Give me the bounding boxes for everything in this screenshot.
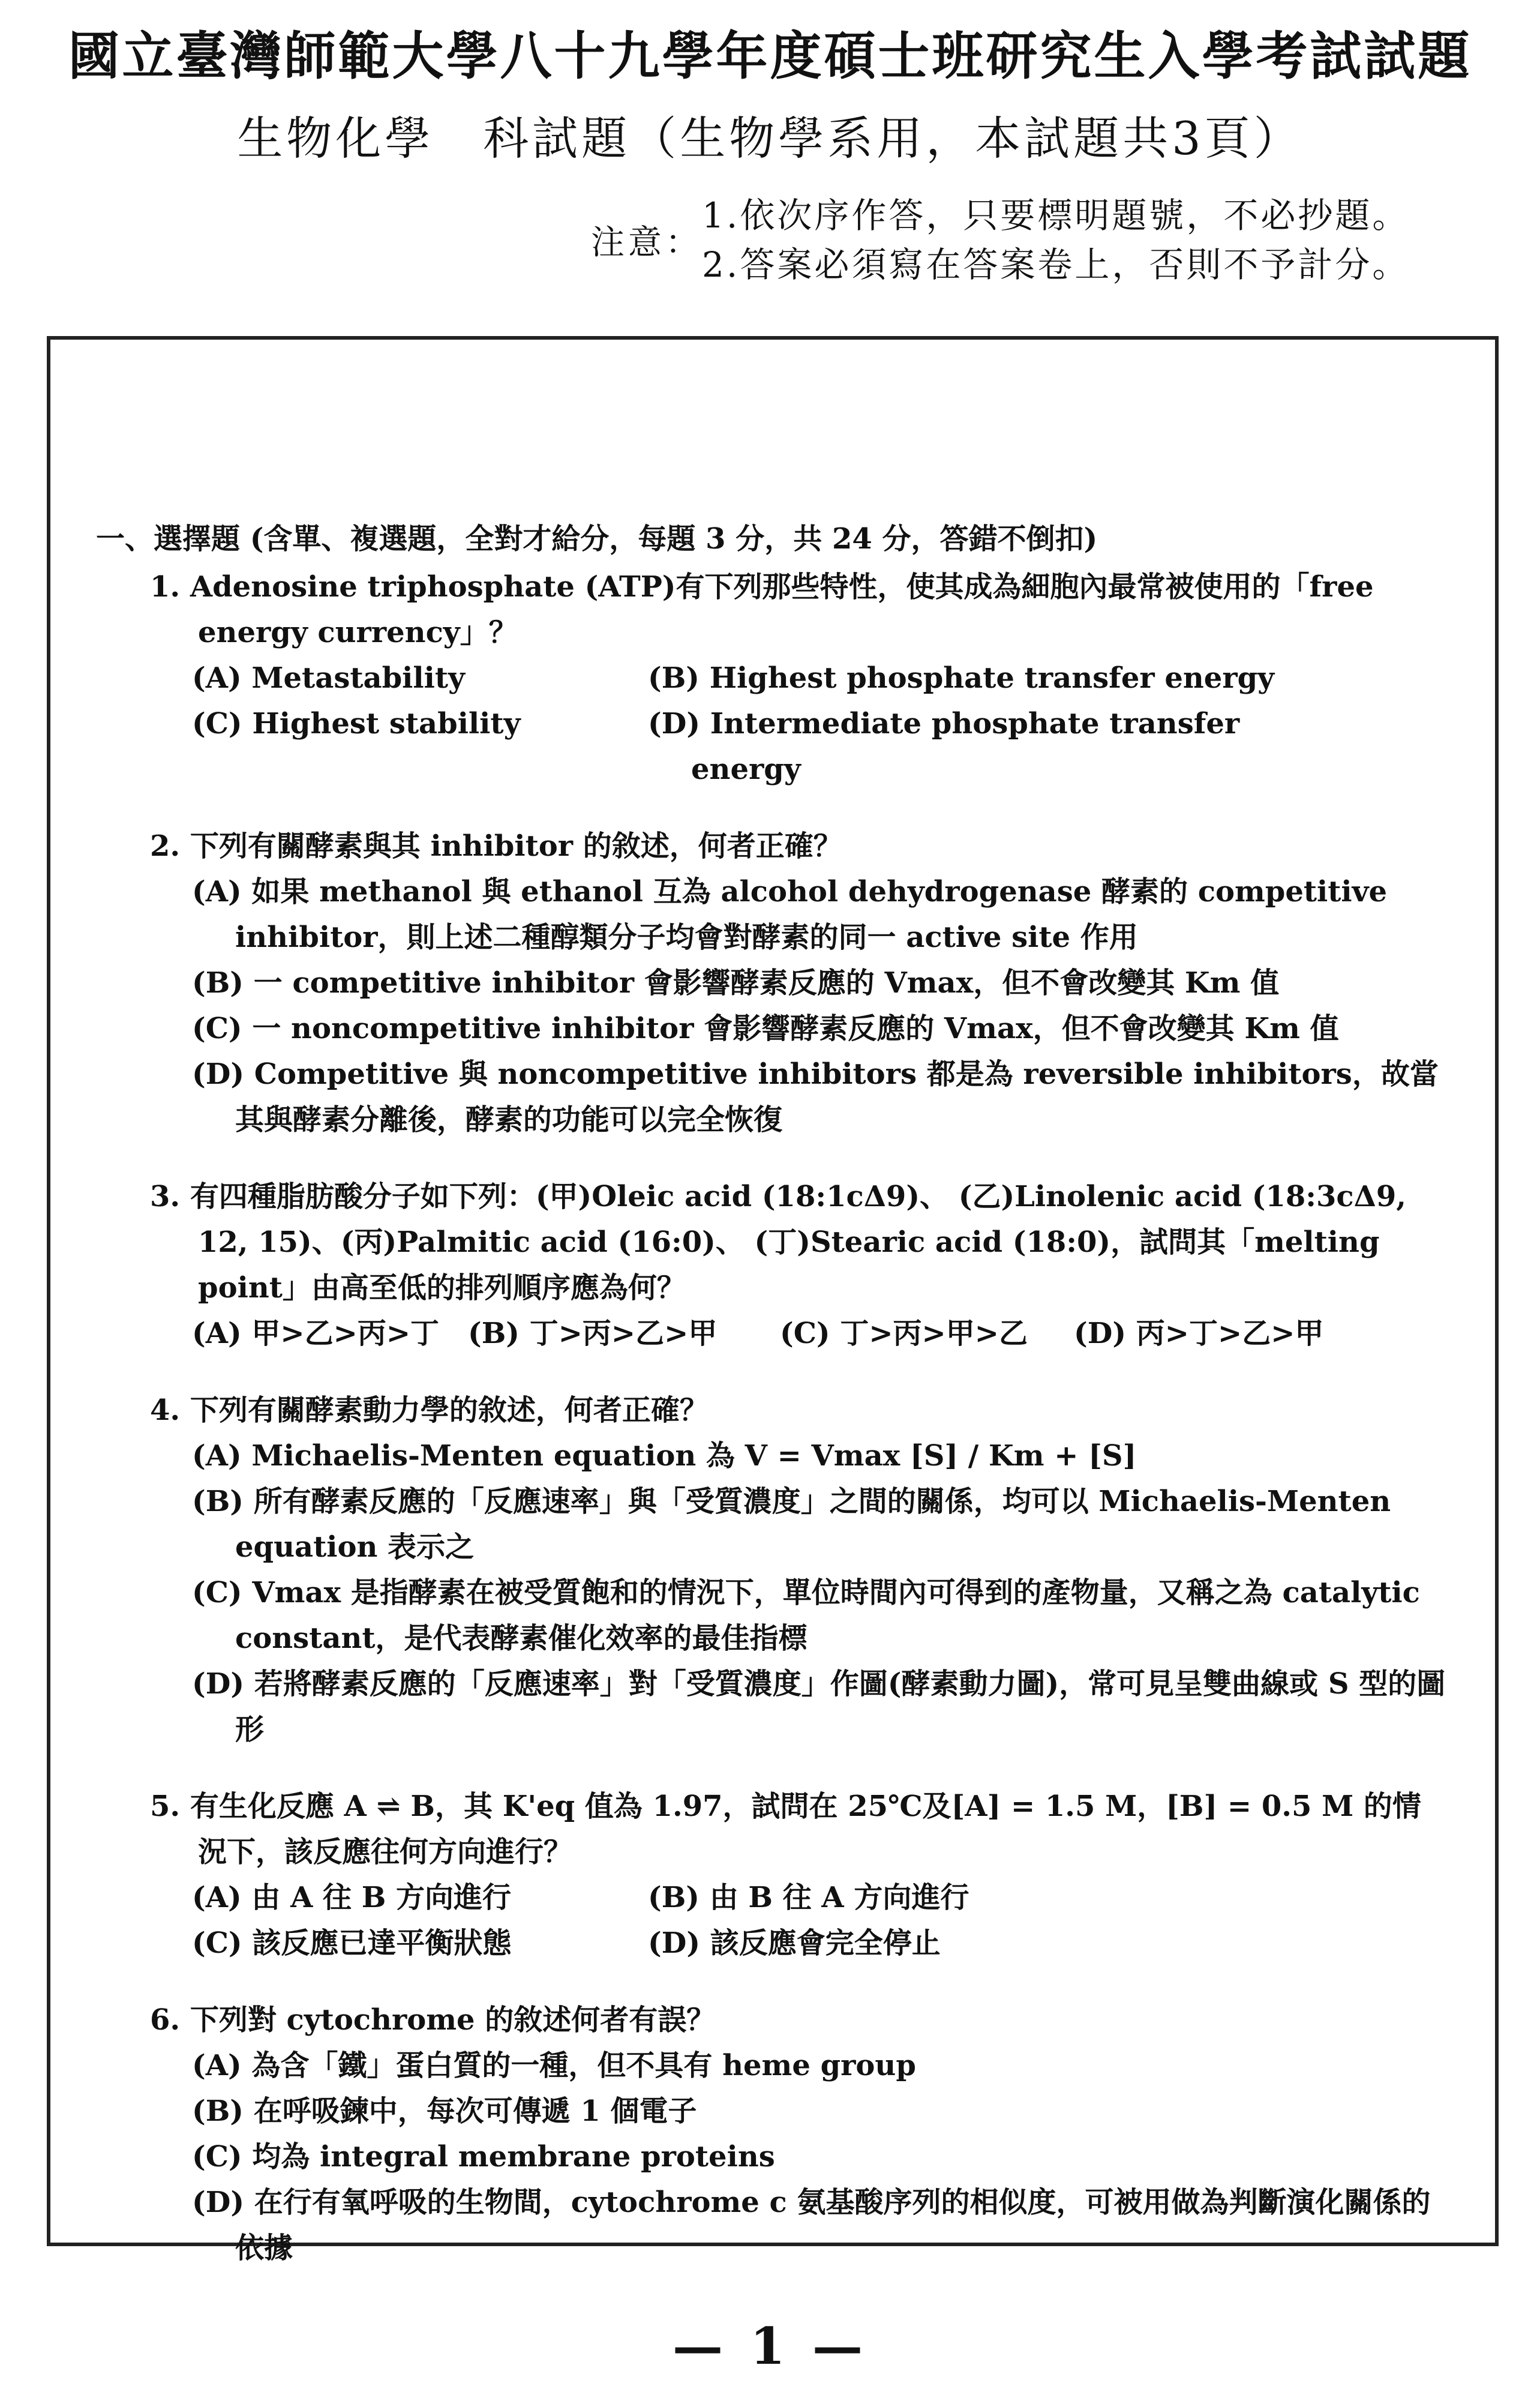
question-stem: 3. 有四種脂肪酸分子如下列：(甲)Oleic acid (18:1cΔ9)、 (乙)Linolenic acid (18:3cΔ9, 12, 15)、(丙)Palmitic acid (16:0)、 (丁)Stearic acid (18:0)，試問其「melting point」由高至低的排列順序應為何？ [150,1180,1406,1305]
option-list [192,1875,1446,1966]
option-c: (C) Highest stability [192,707,521,741]
option-c: (C) 均為 integral membrane proteins [192,2140,775,2174]
question-2 [102,823,1446,1143]
option-a: (A) Michaelis-Menten equation 為 V = Vmax [S] / Km + [S] [192,1439,1137,1473]
question-stem: 1. Adenosine triphosphate (ATP)有下列那些特性，使其成為細胞內最常被使用的「free energy currency」？ [150,570,1374,649]
question-1 [102,564,1446,792]
option-b: (B) 一 competitive inhibitor 會影響酵素反應的 Vmax，但不會改變其 Km 值 [192,966,1280,1000]
notice-items [702,191,1409,289]
option-list [192,655,1446,792]
question-stem: 2. 下列有關酵素與其 inhibitor 的敘述，何者正確？ [150,829,842,863]
option-b: (B) 所有酵素反應的「反應速率」與「受質濃度」之間的關係，均可以 Michaelis-Menten equation 表示之 [192,1485,1391,1564]
option-b: (B) 在呼吸鍊中，每次可傳遞 1 個電子 [192,2094,697,2128]
option-d: (D) 在行有氧呼吸的生物間，cytochrome c 氨基酸序列的相似度，可被用做為判斷演化關係的依據 [192,2186,1431,2265]
option-list [192,1311,1446,1356]
option-list [192,2043,1446,2271]
option-d: (D) Intermediate phosphate transfer energy [648,707,1240,786]
exam-title: 國立臺灣師範大學八十九學年度碩士班研究生入學考試試題 [68,26,1472,86]
page-number: — 1 — [673,2316,867,2376]
option-list [192,1433,1446,1752]
option-d: (D) 丙>丁>乙>甲 [1074,1317,1324,1350]
section-title: 一、選擇題 (含單、複選題，全對才給分，每題 3 分，共 24 分，答錯不倒扣) [96,522,1098,556]
option-b: (B) Highest phosphate transfer energy [648,661,1275,695]
option-c: (C) 丁>丙>甲>乙 [780,1317,1028,1350]
question-5 [102,1783,1446,1966]
notice-item: 1.依次序作答，只要標明題號，不必抄題。 [702,195,1410,236]
option-a: (A) 為含「鐵」蛋白質的一種，但不具有 heme group [192,2049,916,2082]
question-6 [102,1997,1446,2271]
option-c: (C) Vmax 是指酵素在被受質飽和的情況下，單位時間內可得到的產物量，又稱之為 catalytic constant，是代表酵素催化效率的最佳指標 [192,1576,1420,1655]
option-list [192,869,1446,1143]
option-d: (D) 若將酵素反應的「反應速率」對「受質濃度」作圖(酵素動力圖)，常可見呈雙曲線或 S 型的圖形 [192,1667,1446,1746]
option-d: (D) 該反應會完全停止 [648,1926,941,1960]
option-a: (A) Metastability [192,661,465,695]
option-b: (B) 由 B 往 A 方向進行 [648,1881,969,1914]
option-a: (A) 如果 methanol 與 ethanol 互為 alcohol dehydrogenase 酵素的 competitive inhibitor，則上述二種醇類分子均會對酵素的同一 active site 作用 [192,875,1388,954]
option-b: (B) 丁>丙>乙>甲 [468,1317,718,1350]
exam-subtitle: 生物化學 科試題（生物學系用，本試題共3頁） [237,112,1303,165]
notice-label: 注意： [591,223,703,262]
option-c: (C) 一 noncompetitive inhibitor 會影響酵素反應的 Vmax，但不會改變其 Km 值 [192,1012,1339,1045]
notice-block [591,191,1491,287]
question-3 [102,1174,1446,1356]
question-4 [102,1387,1446,1752]
question-stem: 4. 下列有關酵素動力學的敘述，何者正確？ [150,1393,709,1427]
option-a: (A) 由 A 往 B 方向進行 [192,1881,512,1914]
notice-item: 2.答案必須寫在答案卷上，否則不予計分。 [702,244,1410,285]
option-a: (A) 甲>乙>丙>丁 [192,1317,440,1350]
option-d: (D) Competitive 與 noncompetitive inhibitors 都是為 reversible inhibitors，故當其與酵素分離後，酵素的功能可以完全恢復 [192,1057,1439,1137]
question-stem: 6. 下列對 cytochrome 的敘述何者有誤？ [150,2003,716,2037]
question-stem: 5. 有生化反應 A ⇌ B，其 K'eq 值為 1.97，試問在 25℃及[A] = 1.5 M，[B] = 0.5 M 的情況下，該反應往何方向進行？ [150,1789,1421,1869]
option-c: (C) 該反應已達平衡狀態 [192,1926,512,1960]
question-content [96,516,1446,2271]
